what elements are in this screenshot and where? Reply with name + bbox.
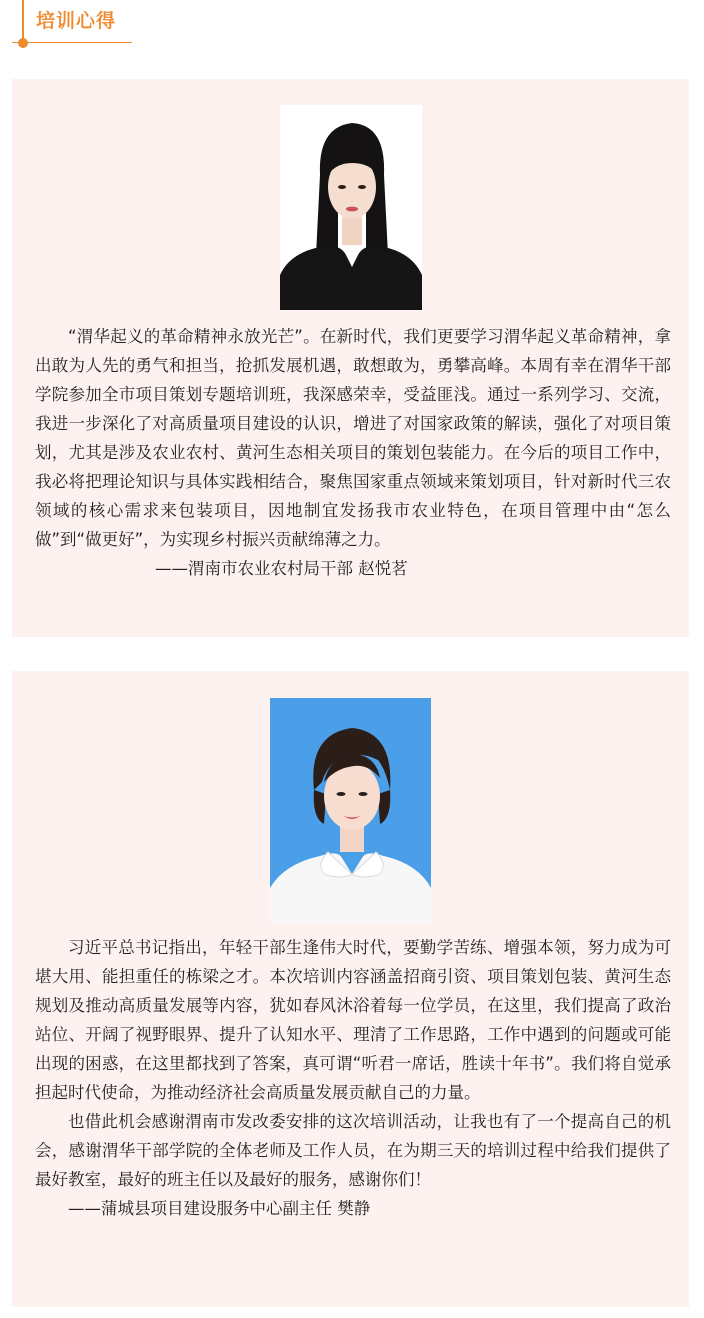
card-2-text <box>35 933 671 1223</box>
testimonial-card-1 <box>12 79 689 637</box>
portrait-photo-icon <box>280 105 422 310</box>
signature: ——蒲城县项目建设服务中心副主任 樊静 <box>68 1199 371 1218</box>
signature: ——渭南市农业农村局干部 赵悦茗 <box>155 559 408 578</box>
section-header <box>0 0 704 60</box>
paragraph: “渭华起义的革命精神永放光芒”。在新时代，我们更要学习渭华起义革命精神，拿出敢为人先的勇气和担当，抢抓发展机遇，敢想敢为，勇攀高峰。本周有幸在渭华干部学院参加全市项目策划专题培训班，我深感荣幸，受益匪浅。通过一系列学习、交流，我进一步深化了对高质量项目建设的认识，增进了对国家政策的解读，强化了对项目策划，尤其是涉及农业农村、黄河生态相关项目的策划包装能力。在今后的项目工作中，我必将把理论知识与具体实践相结合，聚焦国家重点领域来策划项目，针对新时代三农领域的核心需求来包装项目，因地制宜发扬我市农业特色，在项目管理中由“怎么做”到“做更好”，为实现乡村振兴贡献绵薄之力。 <box>35 327 671 549</box>
header-underline <box>12 42 132 43</box>
portrait-photo-2 <box>270 698 431 923</box>
testimonial-card-2 <box>12 671 689 1307</box>
section-title: 培训心得 <box>36 10 117 32</box>
paragraph: 也借此机会感谢渭南市发改委安排的这次培训活动，让我也有了一个提高自己的机会，感谢渭华干部学院的全体老师及工作人员，在为期三天的培训过程中给我们提供了最好教室，最好的班主任以及最好的服务，感谢你们！ <box>35 1112 671 1189</box>
portrait-photo-icon <box>270 698 431 923</box>
header-dot-icon <box>18 38 28 48</box>
portrait-photo-1 <box>280 105 422 310</box>
card-1-text <box>35 322 671 583</box>
paragraph: 习近平总书记指出，年轻干部生逢伟大时代，要勤学苦练、增强本领，努力成为可堪大用、能担重任的栋梁之才。本次培训内容涵盖招商引资、项目策划包装、黄河生态规划及推动高质量发展等内容，犹如春风沐浴着每一位学员，在这里，我们提高了政治站位、开阔了视野眼界、提升了认知水平、理清了工作思路，工作中遇到的问题或可能出现的困惑，在这里都找到了答案，真可谓“听君一席话，胜读十年书”。我们将自觉承担起时代使命，为推动经济社会高质量发展贡献自己的力量。 <box>35 938 671 1102</box>
